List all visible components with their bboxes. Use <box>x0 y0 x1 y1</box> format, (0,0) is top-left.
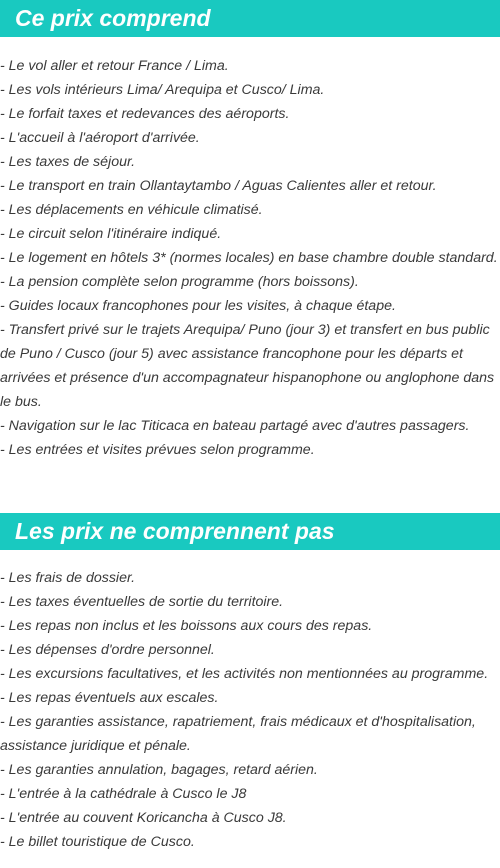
excluded-list <box>0 566 500 854</box>
included-item: - Le logement en hôtels 3* (normes locales) en base chambre double standard. <box>0 250 498 266</box>
excluded-item: - Les taxes éventuelles de sortie du territoire. <box>0 594 284 610</box>
included-item: - Le vol aller et retour France / Lima. <box>0 58 229 74</box>
included-item: - Les taxes de séjour. <box>0 154 136 170</box>
excluded-item: - Les frais de dossier. <box>0 570 136 586</box>
excluded-item: - Les repas non inclus et les boissons aux cours des repas. <box>0 618 373 634</box>
excluded-item: - Les garanties annulation, bagages, retard aérien. <box>0 762 318 778</box>
excluded-item: - Les dépenses d'ordre personnel. <box>0 642 215 658</box>
excluded-item: - L'entrée à la cathédrale à Cusco le J8 <box>0 786 247 802</box>
excluded-item: - Les repas éventuels aux escales. <box>0 690 219 706</box>
included-item: - Les vols intérieurs Lima/ Arequipa et Cusco/ Lima. <box>0 82 325 98</box>
included-item: - Les entrées et visites prévues selon programme. <box>0 442 315 458</box>
excluded-item: - L'entrée au couvent Koricancha à Cusco J8. <box>0 810 287 826</box>
included-item: - Les déplacements en véhicule climatisé. <box>0 202 263 218</box>
included-item: - Le circuit selon l'itinéraire indiqué. <box>0 226 222 242</box>
included-item: - La pension complète selon programme (hors boissons). <box>0 274 359 290</box>
included-item: - L'accueil à l'aéroport d'arrivée. <box>0 130 200 146</box>
included-item: - Navigation sur le lac Titicaca en bateau partagé avec d'autres passagers. <box>0 418 470 434</box>
included-item: - Guides locaux francophones pour les visites, à chaque étape. <box>0 298 396 314</box>
included-item: - Le forfait taxes et redevances des aéroports. <box>0 106 290 122</box>
excluded-item: - Les excursions facultatives, et les activités non mentionnées au programme. <box>0 666 489 682</box>
included-item: - Le transport en train Ollantaytambo / Aguas Calientes aller et retour. <box>0 178 437 194</box>
included-section-header: Ce prix comprend <box>0 0 500 37</box>
excluded-item: - Les garanties assistance, rapatriement, frais médicaux et d'hospitalisation, assistance juridique et pénale. <box>0 714 476 754</box>
included-item: - Transfert privé sur le trajets Arequipa/ Puno (jour 3) et transfert en bus public de Puno / Cusco (jour 5) avec assistance francophone pour les départs et arrivées et présence d'un accompagnateur hispanophone ou anglophone dans le bus. <box>0 322 495 410</box>
excluded-item: - Le billet touristique de Cusco. <box>0 834 195 850</box>
included-list <box>0 54 500 462</box>
excluded-section-header: Les prix ne comprennent pas <box>0 513 500 550</box>
